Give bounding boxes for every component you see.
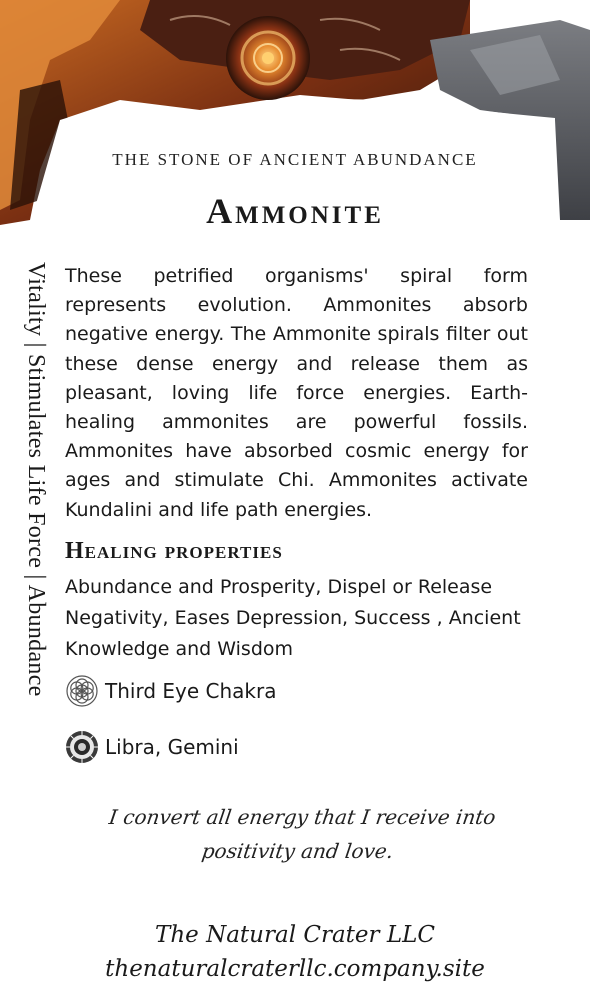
vertical-tagline <box>22 262 52 902</box>
description-text: These petrified organisms' spiral form represents evolution. Ammonites absorb negative energy. The Ammonite spirals filter out these dense energy and release them as pleasant, loving life force energies. Earth-healing ammonites are powerful fossils. Ammonites have absorbed cosmic energy for ages and stimulate Chi. Ammonites activate Kundalini and life path energies. <box>65 265 528 521</box>
subtitle: THE STONE OF ANCIENT ABUNDANCE <box>112 150 478 169</box>
chakra-label: Third Eye Chakra <box>105 679 277 703</box>
healing-text: Abundance and Prosperity, Dispel or Release Negativity, Eases Depression, Success , Ancient Knowledge and Wisdom <box>65 576 521 660</box>
chakra-row <box>65 674 276 708</box>
healing-heading: Healing properties <box>65 538 283 564</box>
affirmation-text: I convert all energy that I receive into positivity and love. <box>107 805 498 863</box>
zodiac-row <box>65 730 239 764</box>
zodiac-label: Libra, Gemini <box>105 735 239 759</box>
website-link[interactable]: thenaturalcraterllc.company.site <box>105 956 485 982</box>
flower-of-life-icon <box>65 674 99 708</box>
zodiac-wheel-icon <box>65 730 99 764</box>
vertical-tagline-text: Vitality | Stimulates Life Force | Abundance <box>23 262 49 697</box>
company-name: The Natural Crater LLC <box>155 922 435 948</box>
page-title: Ammonite <box>206 191 384 231</box>
